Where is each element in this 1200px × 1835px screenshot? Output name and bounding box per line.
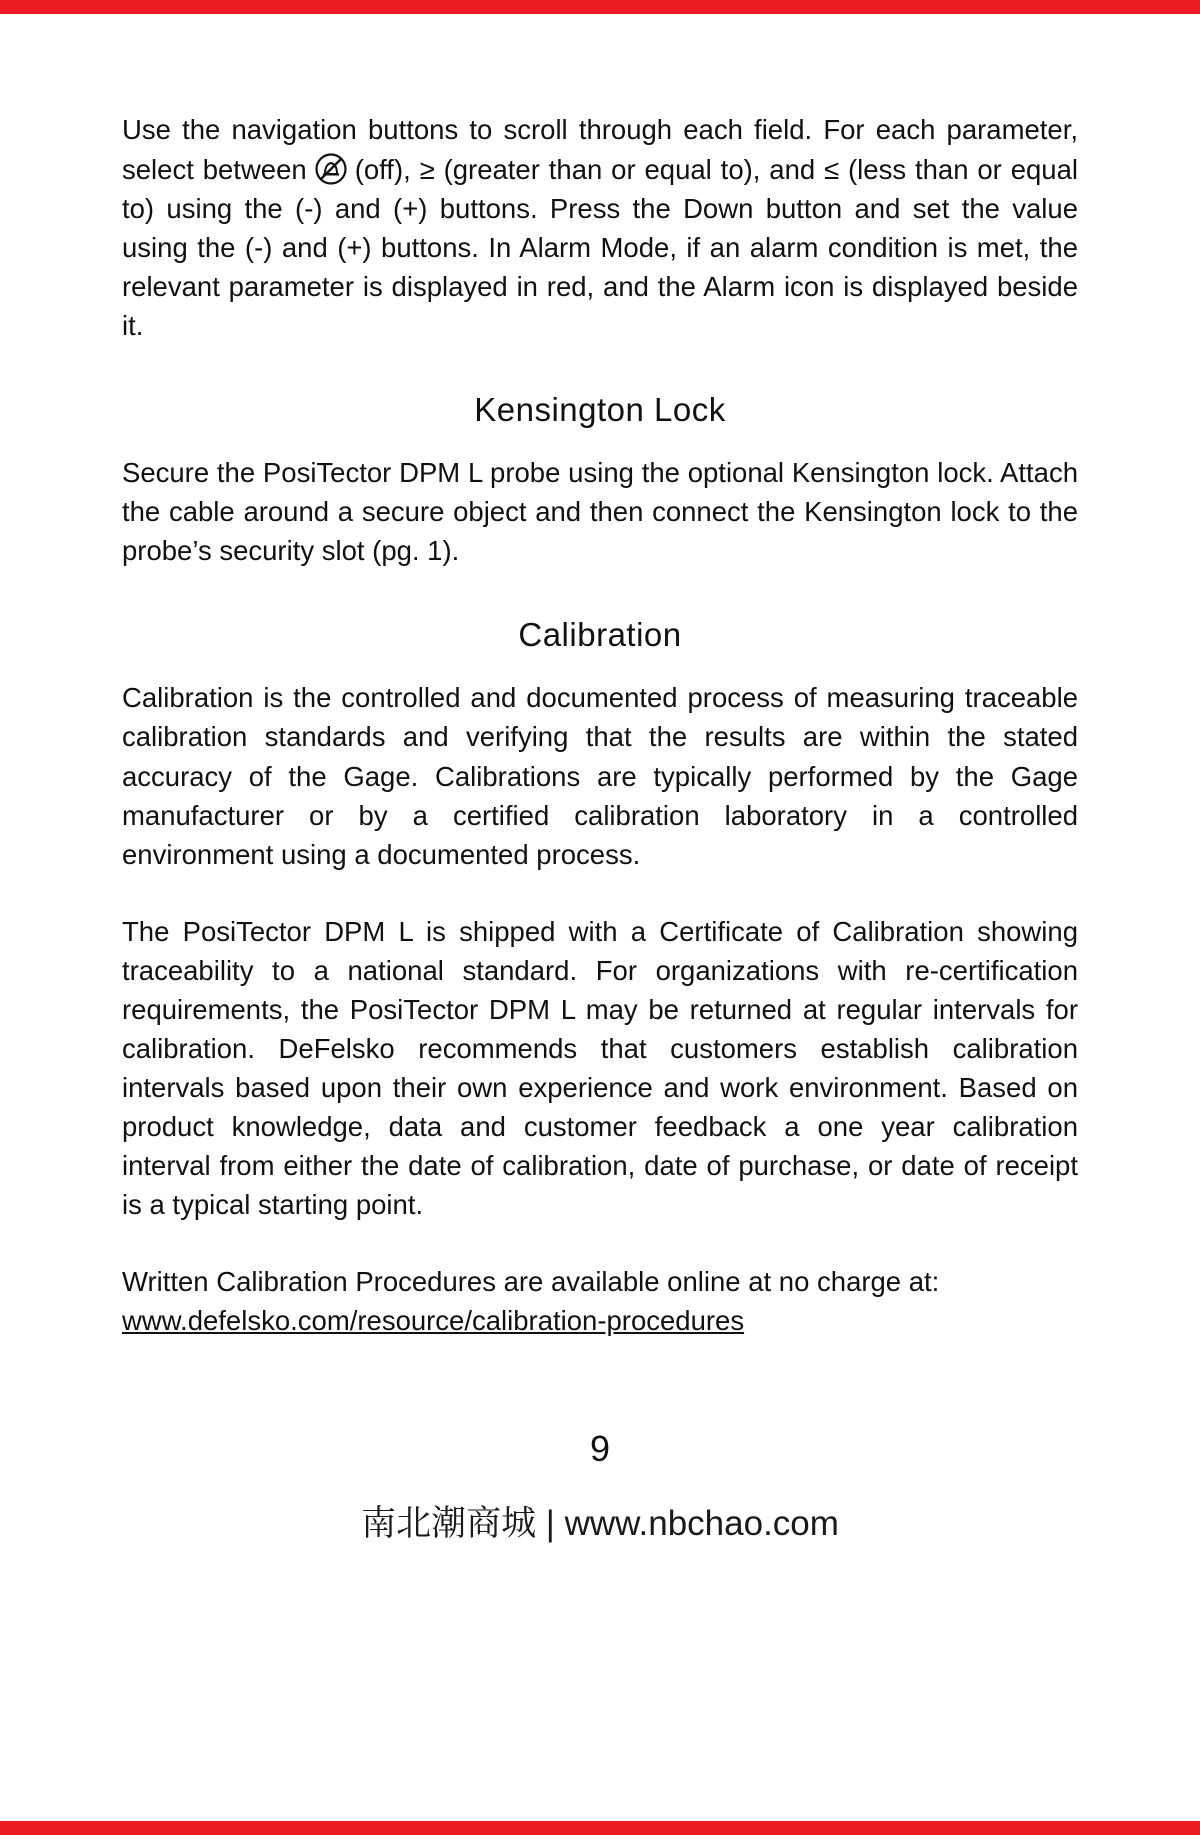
procedures-text: Written Calibration Procedures are available online at no charge at: [122, 1266, 940, 1298]
calibration-paragraph-2: The PosiTector DPM L is shipped with a Certificate of Calibration showing traceability to a national standard. For organizations with re-certification requirements, the PosiTector DPM L may be returned at regular intervals for calibration. DeFelsko recommends that customers establish calibration intervals based upon their own experience and work environment. Based on product knowledge, data and customer feedback a one year calibration interval from either the date of calibration, date of purchase, or date of receipt is a typical starting point. [122, 915, 1078, 1220]
alarm-off-icon [311, 149, 351, 189]
bottom-red-bar [0, 1821, 1200, 1835]
calibration-procedures-link[interactable]: www.defelsko.com/resource/calibration-procedures [122, 1305, 745, 1337]
page-number: 9 [589, 1428, 611, 1469]
calibration-paragraph-1: Calibration is the controlled and documented process of measuring traceable calibration standards and verifying that the results are within the stated accuracy of the Gage. Calibrations are typically performed by the Gage manufacturer or by a certified calibration laboratory in a controlled environment using a documented process. [122, 682, 1078, 870]
intro-text-after: (off), ≥ (greater than or equal to), and ≤ (less than or equal to) using the (-) and (+) buttons. Press the Down button and set the value using the (-) and (+) buttons. In Alarm Mode, if an alarm condition is met, the relevant parameter is displayed in red, and the Alarm icon is displayed beside it. [122, 154, 1078, 342]
top-red-bar [0, 0, 1200, 14]
kensington-paragraph: Secure the PosiTector DPM L probe using the optional Kensington lock. Attach the cable around a secure object and then connect the Kensington lock to the probe’s security slot (pg. 1). [122, 457, 1078, 567]
intro-paragraph [122, 110, 1078, 345]
intro-text-before: Use the navigation buttons to scroll through each field. For each parameter, select between [122, 114, 1078, 186]
page-content [122, 110, 1078, 1340]
procedures-paragraph [122, 1262, 1078, 1340]
section-heading-kensington-lock: Kensington Lock [474, 391, 726, 429]
section-heading-calibration: Calibration [518, 616, 682, 654]
watermark-text: 南北潮商城 | www.nbchao.com [361, 1504, 839, 1543]
